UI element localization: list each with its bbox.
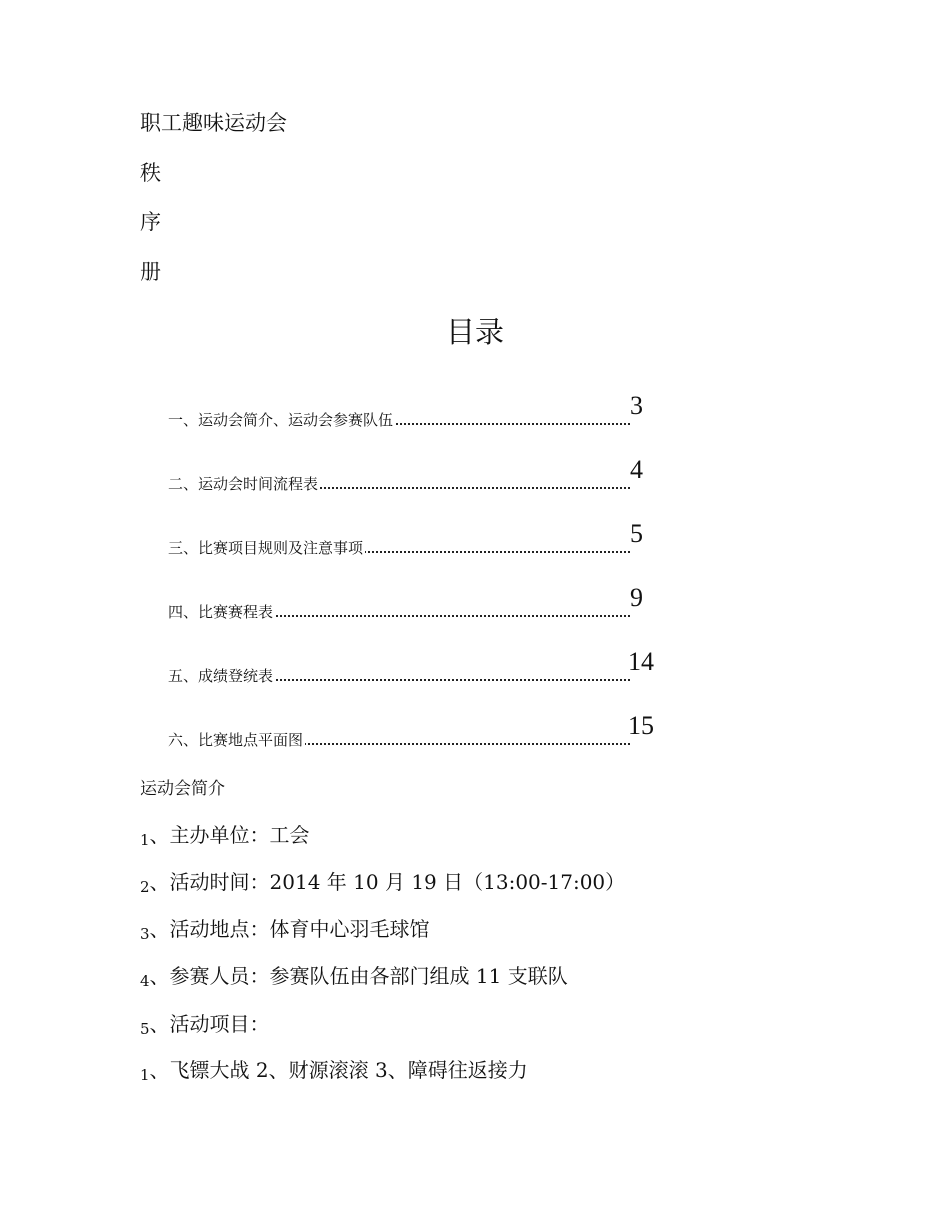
intro-item-number: 1 xyxy=(140,831,150,849)
toc-heading: 目录 xyxy=(445,315,504,349)
cover-title-char-3: 册 xyxy=(140,260,161,284)
toc-entry[interactable] xyxy=(168,390,658,430)
cover-title-char-2: 序 xyxy=(140,210,161,234)
toc-entry-label: 四、比赛赛程表 xyxy=(168,603,274,621)
intro-item xyxy=(140,821,310,854)
toc-entry-label: 三、比赛项目规则及注意事项 xyxy=(168,539,364,557)
toc-entry-page: 4 xyxy=(630,455,643,484)
cover-title: 职工趣味运动会 xyxy=(140,111,287,135)
intro-item-text: 、活动项目： xyxy=(149,1012,270,1036)
toc-entry[interactable] xyxy=(168,646,658,686)
intro-item-number: 3 xyxy=(140,925,150,943)
toc-entry-page: 9 xyxy=(630,583,643,612)
intro-item-text: 、参赛人员：参赛队伍由各部门组成 11 支联队 xyxy=(149,964,568,988)
intro-item-text: 、主办单位：工会 xyxy=(149,823,310,847)
toc-entry-page: 5 xyxy=(630,519,643,548)
toc-entry-label: 六、比赛地点平面图 xyxy=(168,731,304,749)
intro-item-number: 5 xyxy=(140,1020,150,1038)
toc-entry[interactable] xyxy=(168,454,658,494)
toc-entry-label: 二、运动会时间流程表 xyxy=(168,475,319,493)
toc-entry[interactable] xyxy=(168,710,658,750)
intro-item xyxy=(140,1010,270,1043)
toc-entry[interactable] xyxy=(168,518,658,558)
intro-item-text: 、活动时间：2014 年 10 月 19 日（13:00-17:00） xyxy=(149,870,626,894)
intro-item xyxy=(140,915,430,948)
intro-item-number: 1 xyxy=(140,1066,150,1084)
toc-entry-page: 14 xyxy=(628,647,654,676)
intro-item xyxy=(140,1056,528,1089)
toc-entry-label: 一、运动会简介、运动会参赛队伍 xyxy=(168,411,394,429)
intro-item xyxy=(140,962,568,995)
intro-item xyxy=(140,868,625,901)
toc-entry-page: 3 xyxy=(630,391,643,420)
cover-title-char-1: 秩 xyxy=(140,161,161,185)
section-heading-intro: 运动会简介 xyxy=(140,779,225,799)
intro-item-text: 、飞镖大战 2、财源滚滚 3、障碍往返接力 xyxy=(149,1058,528,1082)
toc-entry-page: 15 xyxy=(628,711,654,740)
toc-entry[interactable] xyxy=(168,582,658,622)
intro-item-number: 2 xyxy=(140,878,150,896)
intro-item-text: 、活动地点：体育中心羽毛球馆 xyxy=(149,917,430,941)
toc-entry-label: 五、成绩登统表 xyxy=(168,667,274,685)
intro-item-number: 4 xyxy=(140,972,150,990)
